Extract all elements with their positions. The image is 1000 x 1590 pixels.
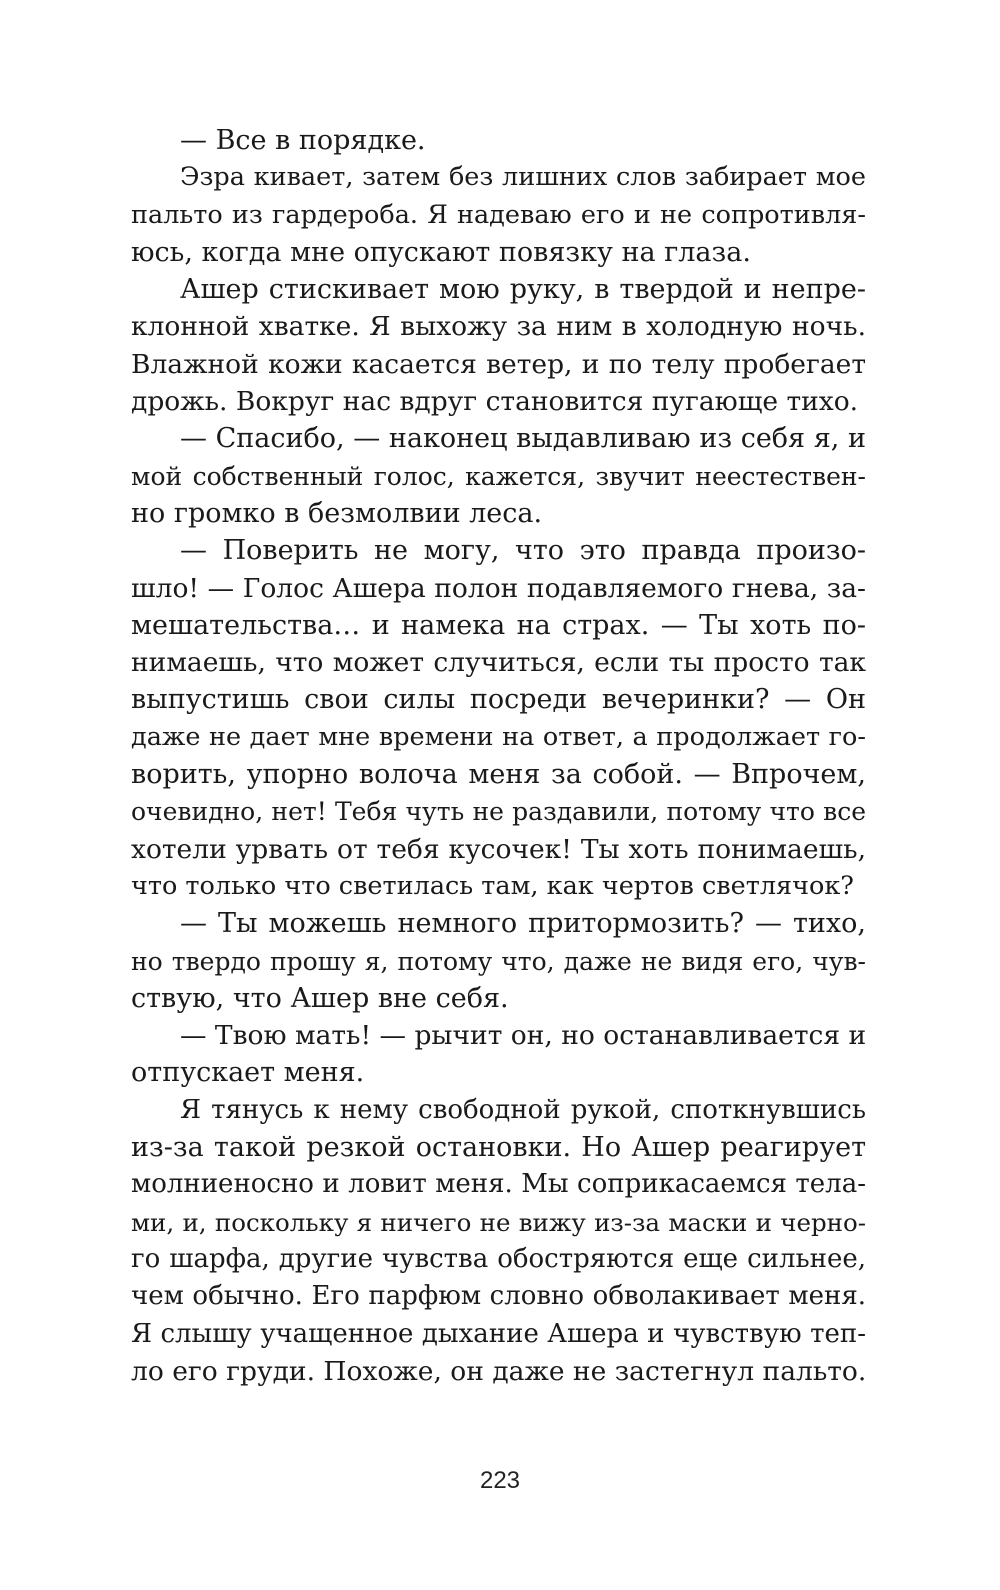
text-line: — Ты можешь немного притормозить? — тихо,	[180, 908, 866, 940]
text-line: выпустишь свои силы посреди вечеринки? — Он	[131, 684, 866, 716]
text-line: ворить, упорно волоча меня за собой. — Впрочем,	[131, 759, 866, 791]
text-line: Я тянусь к нему свободной рукой, споткнувшись	[180, 1094, 866, 1125]
text-line: но громко в безмолвии леса.	[131, 497, 543, 529]
text-line: — Твою мать! — рычит он, но останавливается и	[180, 1020, 867, 1052]
text-line: мешательства… и намека на страх. — Ты хоть по-	[131, 609, 866, 641]
text-line: Ашер стискивает мою руку, в твердой и непре-	[180, 274, 866, 306]
text-line: ло его груди. Похоже, он даже не застегнул пальто.	[131, 1355, 867, 1387]
text-line: даже не дает мне времени на ответ, а продолжает го-	[131, 721, 866, 752]
text-line: Эзра кивает, затем без лишних слов забирает мое	[180, 162, 866, 193]
text-line: — Поверить не могу, что это правда произо-	[180, 535, 866, 567]
text-line: что только что светилась там, как чертов светлячок?	[131, 870, 854, 901]
text-line: чем обычно. Его парфюм словно обволакивает меня.	[131, 1281, 866, 1312]
text-line: клонной хватке. Я выхожу за ним в холодную ночь.	[131, 311, 866, 343]
text-line: но твердо прошу я, потому что, даже не видя его, чув-	[131, 946, 866, 976]
text-line: Влажной кожи касается ветер, и по телу пробегает	[131, 348, 866, 380]
text-line: очевидно, нет! Тебя чуть не раздавили, потому что все	[131, 797, 866, 827]
text-line: юсь, когда мне опускают повязку на глаза.	[131, 236, 751, 268]
page-number: 223	[479, 1467, 521, 1494]
text-line: Я слышу учащенное дыхание Ашера и чувствую теп-	[131, 1318, 866, 1349]
text-line: молниеносно и ловит меня. Мы соприкасаемся тела-	[131, 1169, 866, 1200]
text-line: — Все в порядке.	[180, 125, 426, 156]
text-line: пальто из гардероба. Я надеваю его и не сопротивля-	[131, 199, 866, 230]
text-line: го шарфа, другие чувства обостряются еще сильнее,	[131, 1243, 866, 1274]
text-line: ствую, что Ашер вне себя.	[131, 982, 509, 1014]
text-line: отпускает меня.	[131, 1057, 365, 1089]
text-line: мой собственный голос, кажется, звучит неестествен-	[131, 461, 866, 491]
text-line: нимаешь, что может случиться, если ты просто так	[131, 647, 866, 679]
text-line: шло! — Голос Ашера полон подавляемого гнева, за-	[131, 572, 866, 604]
text-line: ми, и, поскольку я ничего не вижу из-за маски и черно-	[131, 1207, 866, 1237]
text-line: дрожь. Вокруг нас вдруг становится пугающе тихо.	[131, 386, 859, 418]
text-line: — Спасибо, — наконец выдавливаю из себя я, и	[180, 423, 866, 455]
text-line: хотели урвать от тебя кусочек! Ты хоть понимаешь,	[131, 833, 866, 865]
text-line: из-за такой резкой остановки. Но Ашер реагирует	[131, 1132, 866, 1164]
body-text	[131, 122, 866, 1390]
